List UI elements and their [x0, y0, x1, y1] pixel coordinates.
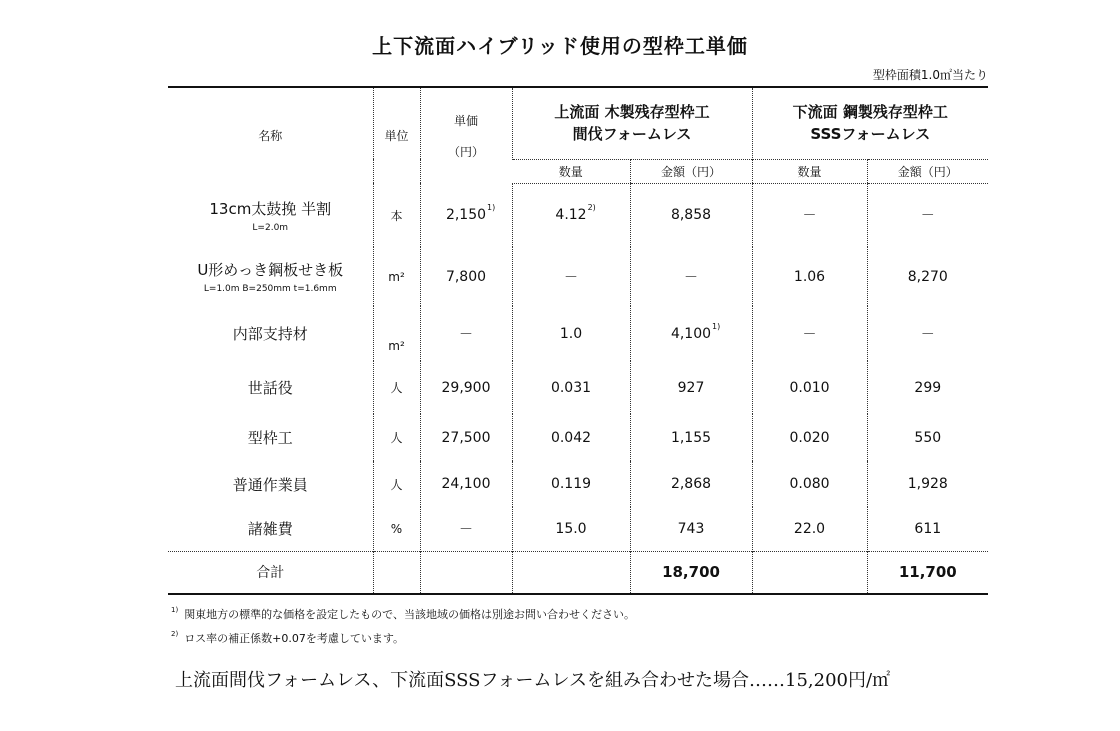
item-unit: m² — [373, 306, 420, 361]
item-unit: 人 — [373, 414, 420, 461]
item-name: 普通作業員 — [232, 475, 308, 494]
item-name: 世話役 — [247, 379, 293, 397]
header-name: 名称 — [168, 87, 373, 183]
item-unit: % — [373, 507, 420, 551]
up-qty: 15.0 — [512, 507, 630, 551]
table-row — [168, 306, 988, 361]
page-title: 上下流面ハイブリッド使用の型枠工単価 — [372, 34, 748, 58]
item-price: 29,900 — [420, 361, 512, 414]
item-name: 内部支持材 — [232, 325, 308, 343]
header-up-qty: 数量 — [512, 159, 630, 183]
item-price: 2,150 1) — [420, 183, 512, 247]
table-row — [168, 361, 988, 414]
item-spec: L=2.0m — [252, 222, 289, 233]
up-amount: 743 — [630, 507, 752, 551]
item-price: 24,100 — [420, 461, 512, 507]
header-down-qty: 数量 — [752, 159, 867, 183]
item-name: 型枠工 — [247, 429, 293, 447]
item-unit: 本 — [373, 183, 420, 247]
item-unit: m² — [373, 247, 420, 306]
item-price: 27,500 — [420, 414, 512, 461]
down-amount: 8,270 — [867, 247, 988, 306]
item-name: U形めっき鋼板せき板 L=1.0m B=250mm t=1.6mm — [168, 247, 373, 306]
up-qty: 0.042 — [512, 414, 630, 461]
item-unit: 人 — [373, 361, 420, 414]
item-spec: L=1.0m B=250mm t=1.6mm — [203, 284, 337, 294]
up-qty: 4.12 2) — [512, 183, 630, 247]
item-price: － — [420, 306, 512, 361]
unit-price-table — [168, 86, 988, 595]
header-upstream: 上流面 木製残存型枠工 間伐フォームレス — [512, 87, 752, 159]
down-amount: － — [867, 306, 988, 361]
down-amount: 611 — [867, 507, 988, 551]
total-down-amount: 11,700 — [867, 551, 988, 594]
down-qty: － — [752, 306, 867, 361]
header-price: 単価 （円） — [420, 87, 512, 183]
down-qty: 1.06 — [752, 247, 867, 306]
up-qty: 0.119 — [512, 461, 630, 507]
header-unit: 単位 — [373, 87, 420, 183]
summary-text: 上流面間伐フォームレス、下流面SSSフォームレスを組み合わせた場合……15,200円/㎡ — [175, 670, 891, 691]
up-qty: － — [512, 247, 630, 306]
up-amount: 4,100 1) — [630, 306, 752, 361]
footnote: $^{2)}$ ロス率の補正係数+0.07を考慮しています。 — [171, 630, 405, 645]
up-amount: 1,155 — [630, 414, 752, 461]
up-qty: 1.0 — [512, 306, 630, 361]
header-down-amount: 金額（円） — [867, 159, 988, 183]
unit-note: 型枠面積1.0㎡当たり — [872, 68, 988, 82]
footnote: $^{1)}$ 関東地方の標準的な価格を設定したもので、当該地域の価格は別途お問い合わせください。 — [171, 606, 635, 621]
down-qty: 0.010 — [752, 361, 867, 414]
up-amount: 2,868 — [630, 461, 752, 507]
down-qty: 22.0 — [752, 507, 867, 551]
down-qty: 0.020 — [752, 414, 867, 461]
item-price: － — [420, 507, 512, 551]
header-up-amount: 金額（円） — [630, 159, 752, 183]
up-amount: － — [630, 247, 752, 306]
table-row — [168, 247, 988, 306]
item-name: 諸雑費 — [247, 520, 293, 539]
down-amount: － — [867, 183, 988, 247]
up-amount: 8,858 — [630, 183, 752, 247]
down-qty: 0.080 — [752, 461, 867, 507]
down-amount: 1,928 — [867, 461, 988, 507]
total-up-amount: 18,700 — [630, 551, 752, 594]
item-name: 13cm太鼓挽 半割 L=2.0m — [168, 183, 373, 247]
table-row — [168, 461, 988, 507]
down-amount: 550 — [867, 414, 988, 461]
item-unit: 人 — [373, 461, 420, 507]
table-row — [168, 507, 988, 551]
up-qty: 0.031 — [512, 361, 630, 414]
down-qty: － — [752, 183, 867, 247]
header-downstream: 下流面 鋼製残存型枠工 SSSフォームレス — [752, 87, 988, 159]
table-row — [168, 183, 988, 247]
up-amount: 927 — [630, 361, 752, 414]
down-amount: 299 — [867, 361, 988, 414]
table-row — [168, 414, 988, 461]
item-price: 7,800 — [420, 247, 512, 306]
total-label: 合計 — [168, 551, 373, 594]
